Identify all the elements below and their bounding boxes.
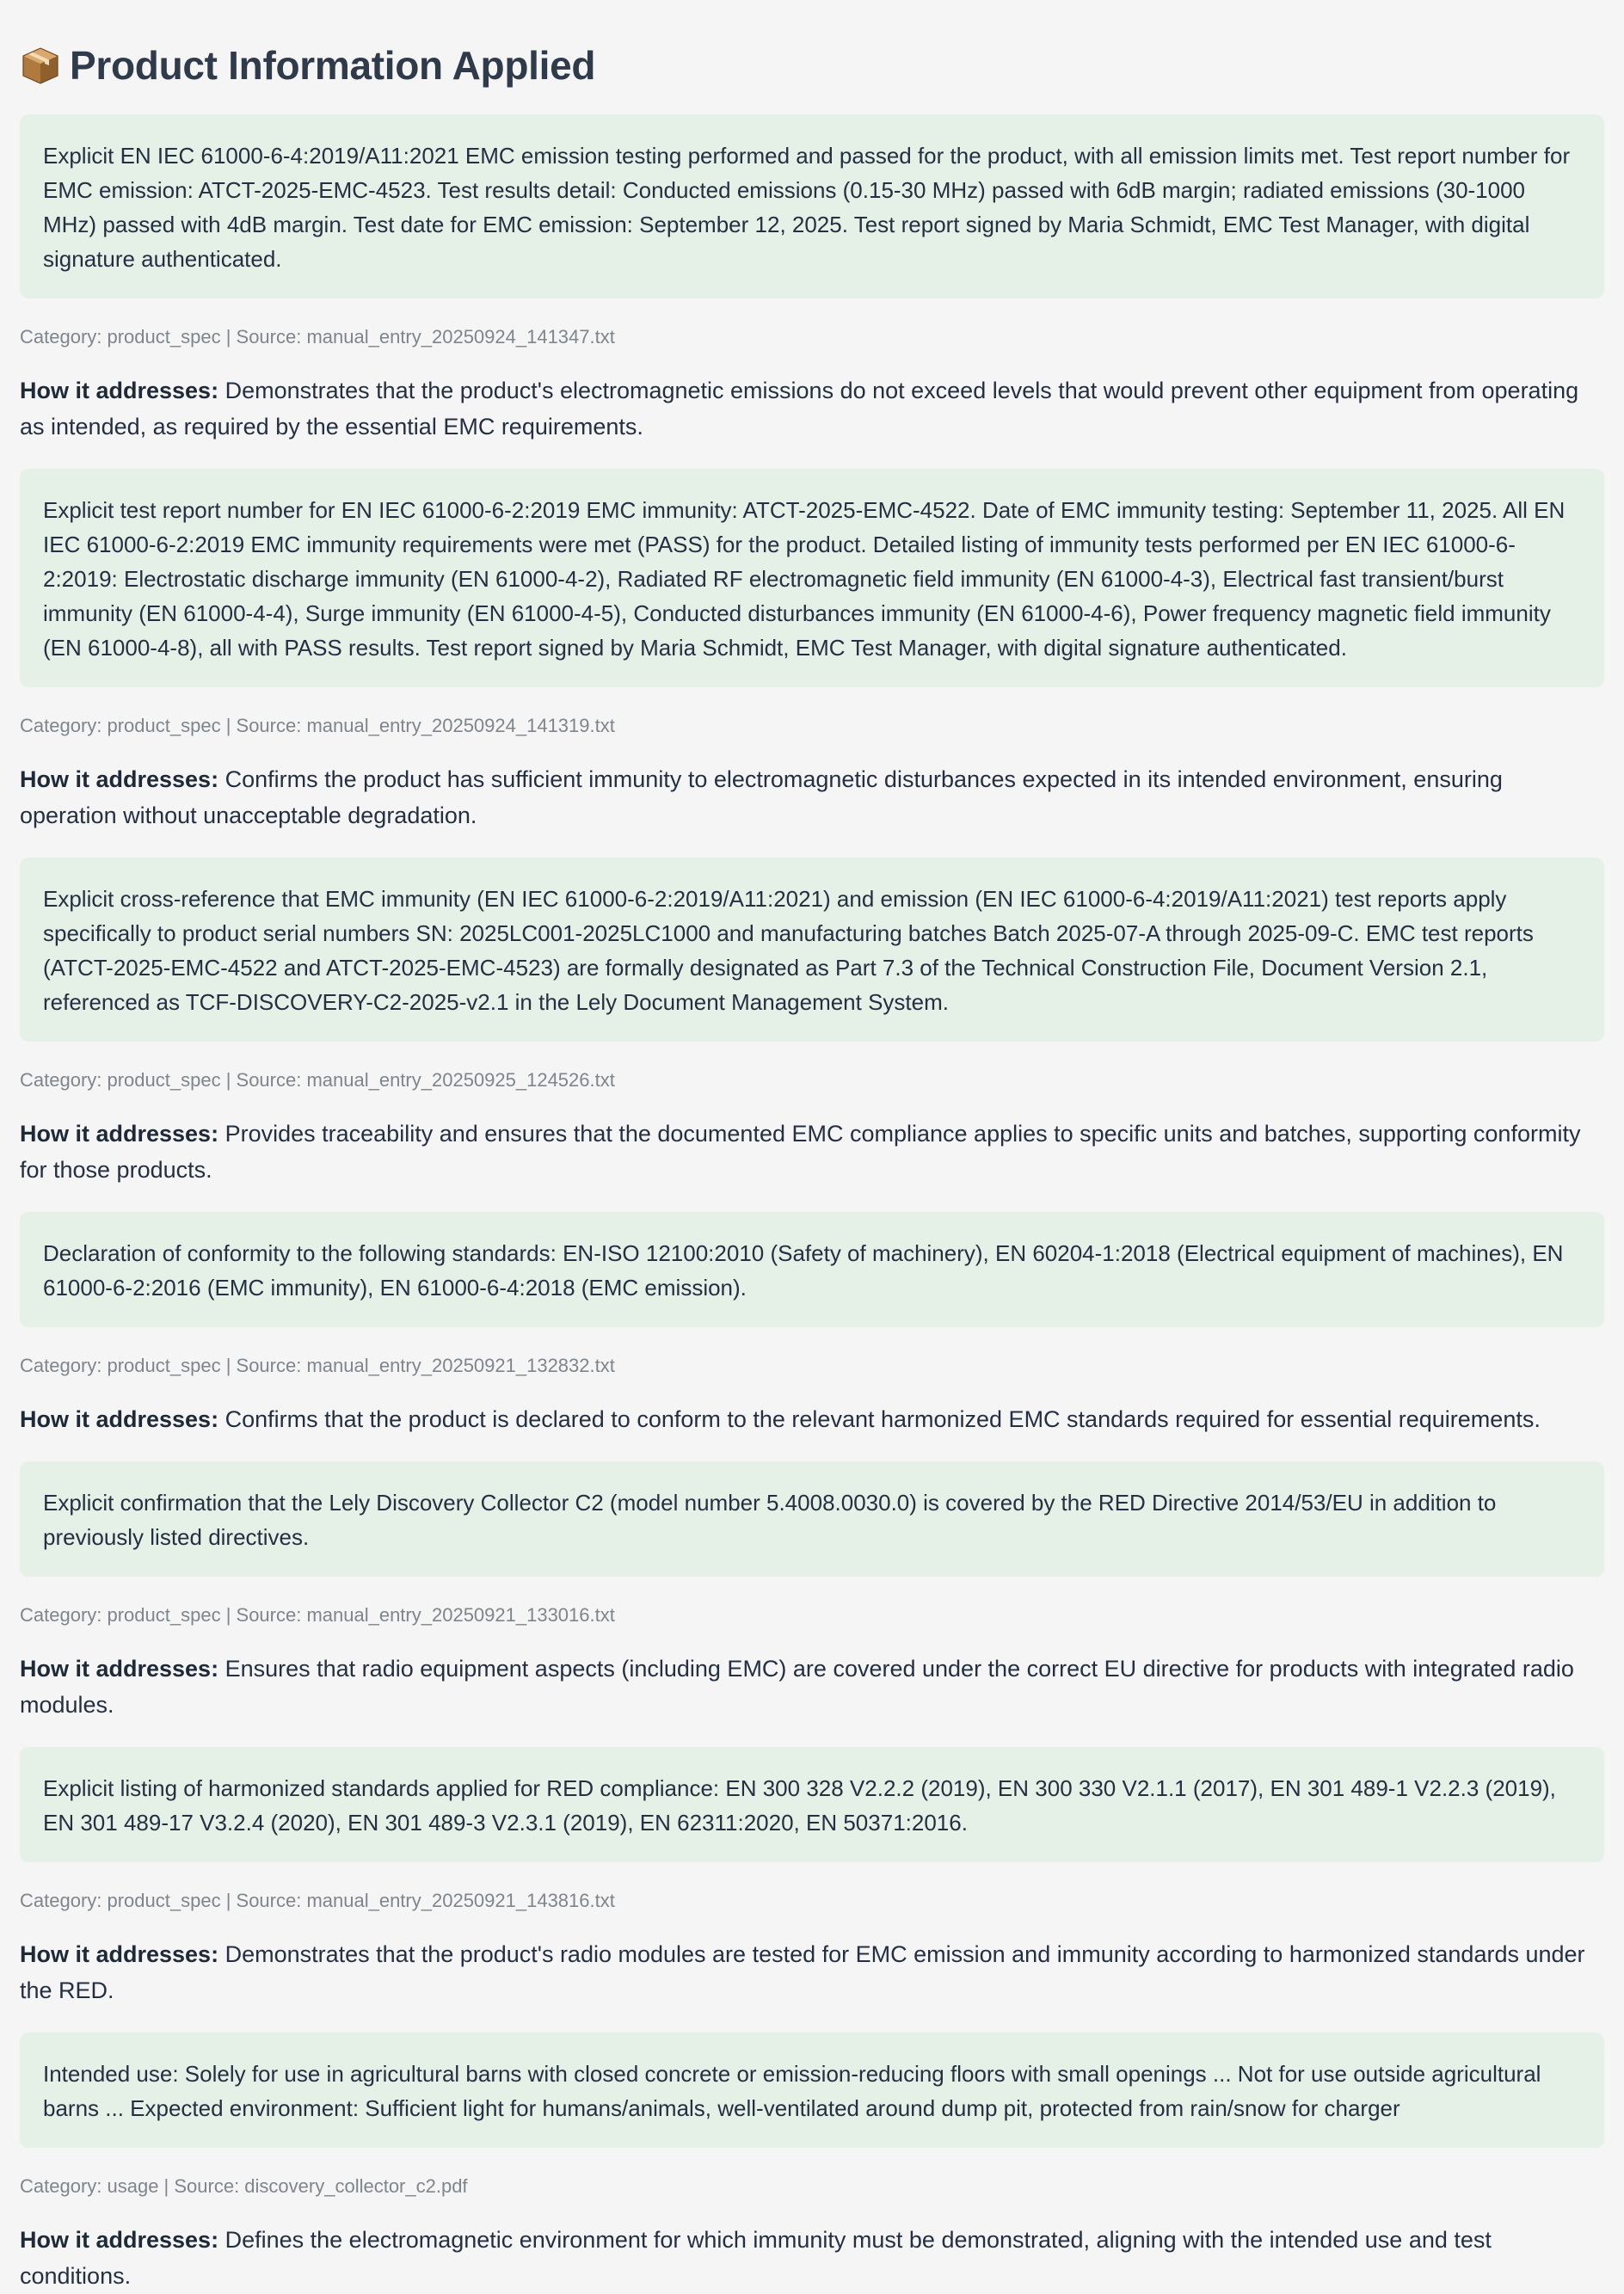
entry-meta: Category: product_spec | Source: manual_entry_20250921_133016.txt xyxy=(20,1604,615,1626)
how-it-addresses-text: Demonstrates that the product's radio modules are tested for EMC emission and immunity according to harmonized standards under the RED. xyxy=(20,1941,1585,2003)
product-info-card: Explicit EN IEC 61000-6-4:2019/A11:2021 EMC emission testing performed and passed for the product, with all emission limits met. Test report number for EMC emission: ATCT-2025-EMC-4523. Test results detail: Conducted emissions (0.15-30 MHz) passed with 6dB margin; radiated emissions (30-1000 MHz) passed with 4dB margin. Test date for EMC emission: September 12, 2025. Test report signed by Maria Schmidt, EMC Test Manager, with digital signature authenticated. xyxy=(20,114,1604,298)
product-info-card: Explicit confirmation that the Lely Discovery Collector C2 (model number 5.4008.0030.0) is covered by the RED Directive 2014/53/EU in addition to previously listed directives. xyxy=(20,1461,1604,1577)
how-it-addresses-label: How it addresses: xyxy=(20,766,219,792)
section-title: Product Information Applied xyxy=(70,43,596,88)
how-it-addresses-text: Defines the electromagnetic environment for which immunity must be demonstrated, aligning with the intended use and test conditions. xyxy=(20,2227,1492,2289)
how-it-addresses-text: Ensures that radio equipment aspects (including EMC) are covered under the correct EU directive for products with integrated radio modules. xyxy=(20,1656,1574,1718)
entry-meta: Category: product_spec | Source: manual_entry_20250924_141347.txt xyxy=(20,326,615,347)
product-info-card: Explicit cross-reference that EMC immunity (EN IEC 61000-6-2:2019/A11:2021) and emission (EN IEC 61000-6-4:2019/A11:2021) test reports apply specifically to product serial numbers SN: 2025LC001-2025LC1000 and manufacturing batches Batch 2025-07-A through 2025-09-C. EMC test reports (ATCT-2025-EMC-4522 and ATCT-2025-EMC-4523) are formally designated as Part 7.3 of the Technical Construction File, Document Version 2.1, referenced as TCF-DISCOVERY-C2-2025-v2.1 in the Lely Document Management System. xyxy=(20,858,1604,1042)
how-it-addresses-text: Confirms that the product is declared to conform to the relevant harmonized EMC standards required for essential requirements. xyxy=(225,1406,1541,1432)
entry xyxy=(20,2033,1604,2294)
entry-meta: Category: product_spec | Source: manual_entry_20250924_141319.txt xyxy=(20,715,615,736)
how-it-addresses xyxy=(20,1116,1604,1188)
how-it-addresses xyxy=(20,761,1604,833)
how-it-addresses xyxy=(20,1401,1604,1437)
entry-meta: Category: product_spec | Source: manual_entry_20250921_132832.txt xyxy=(20,1355,615,1376)
entry xyxy=(20,1212,1604,1437)
product-info-card: Explicit test report number for EN IEC 61000-6-2:2019 EMC immunity: ATCT-2025-EMC-4522. Date of EMC immunity testing: September 11, 2025. All EN IEC 61000-6-2:2019 EMC immunity requirements were met (PASS) for the product. Detailed listing of immunity tests performed per EN IEC 61000-6-2:2019: Electrostatic discharge immunity (EN 61000-4-2), Radiated RF electromagnetic field immunity (EN 61000-4-3), Electrical fast transient/burst immunity (EN 61000-4-4), Surge immunity (EN 61000-4-5), Conducted disturbances immunity (EN 61000-4-6), Power frequency magnetic field immunity (EN 61000-4-8), all with PASS results. Test report signed by Maria Schmidt, EMC Test Manager, with digital signature authenticated. xyxy=(20,469,1604,687)
entry xyxy=(20,1747,1604,2008)
how-it-addresses-label: How it addresses: xyxy=(20,1941,219,1967)
entry xyxy=(20,858,1604,1188)
how-it-addresses xyxy=(20,2222,1604,2294)
package-icon xyxy=(20,45,61,86)
entry-meta: Category: product_spec | Source: manual_entry_20250925_124526.txt xyxy=(20,1069,615,1091)
product-info-card: Intended use: Solely for use in agricultural barns with closed concrete or emission-reducing floors with small openings ... Not for use outside agricultural barns ... Expected environment: Sufficient light for humans/animals, well-ventilated around dump pit, protected from rain/snow for charger xyxy=(20,2033,1604,2148)
entry-list xyxy=(20,114,1604,2294)
entry xyxy=(20,114,1604,445)
product-info-card: Explicit listing of harmonized standards applied for RED compliance: EN 300 328 V2.2.2 (2019), EN 300 330 V2.1.1 (2017), EN 301 489-1 V2.2.3 (2019), EN 301 489-17 V3.2.4 (2020), EN 301 489-3 V2.3.1 (2019), EN 62311:2020, EN 50371:2016. xyxy=(20,1747,1604,1862)
how-it-addresses-text: Provides traceability and ensures that the documented EMC compliance applies to specific units and batches, supporting conformity for those products. xyxy=(20,1121,1581,1183)
how-it-addresses-text: Demonstrates that the product's electromagnetic emissions do not exceed levels that would prevent other equipment from operating as intended, as required by the essential EMC requirements. xyxy=(20,378,1579,440)
how-it-addresses-label: How it addresses: xyxy=(20,1121,219,1147)
section-header xyxy=(20,38,1604,93)
entry-meta: Category: product_spec | Source: manual_entry_20250921_143816.txt xyxy=(20,1890,615,1911)
entry-meta: Category: usage | Source: discovery_collector_c2.pdf xyxy=(20,2175,468,2197)
how-it-addresses xyxy=(20,1936,1604,2008)
how-it-addresses xyxy=(20,1651,1604,1723)
how-it-addresses-text: Confirms the product has sufficient immunity to electromagnetic disturbances expected in its intended environment, ensuring operation without unacceptable degradation. xyxy=(20,766,1503,828)
entry xyxy=(20,469,1604,833)
product-info-card: Declaration of conformity to the following standards: EN-ISO 12100:2010 (Safety of machinery), EN 60204-1:2018 (Electrical equipment of machines), EN 61000-6-2:2016 (EMC immunity), EN 61000-6-4:2018 (EMC emission). xyxy=(20,1212,1604,1327)
how-it-addresses-label: How it addresses: xyxy=(20,1406,219,1432)
how-it-addresses-label: How it addresses: xyxy=(20,378,219,403)
how-it-addresses-label: How it addresses: xyxy=(20,1656,219,1682)
entry xyxy=(20,1461,1604,1723)
how-it-addresses xyxy=(20,372,1604,445)
how-it-addresses-label: How it addresses: xyxy=(20,2227,219,2253)
